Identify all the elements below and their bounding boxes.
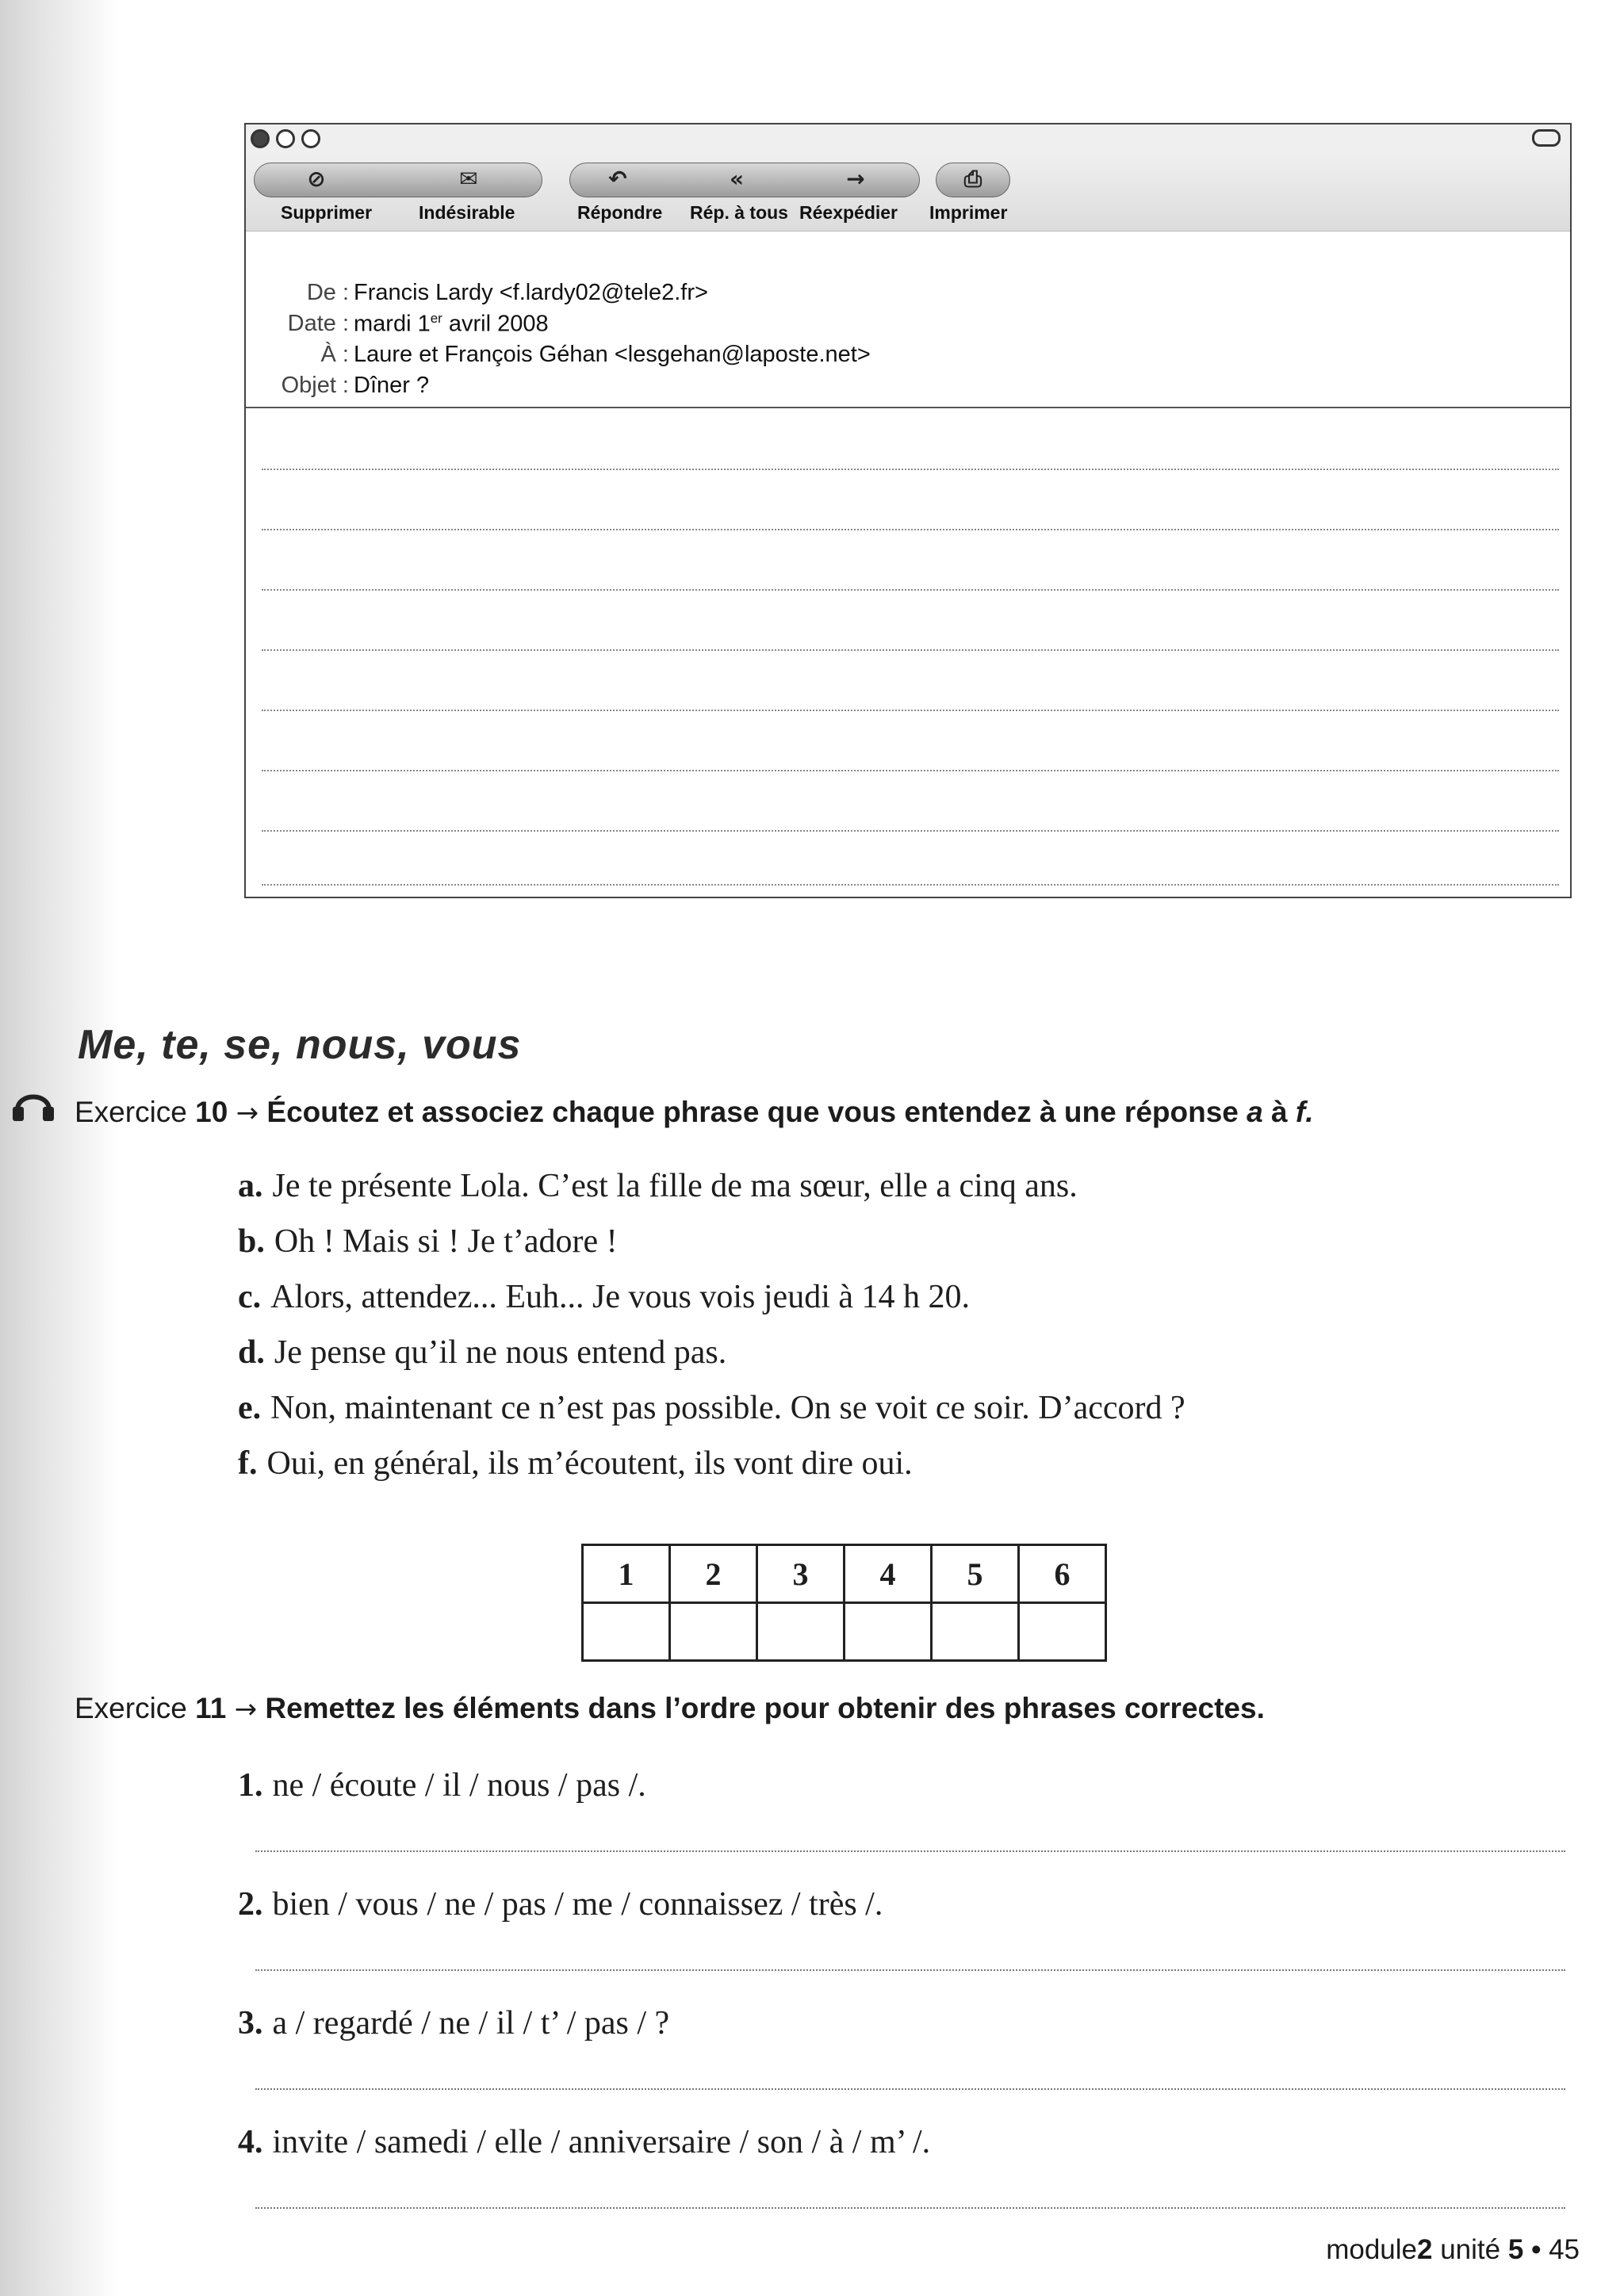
list-item: 4. invite / samedi / elle / anniversaire / son / à / m’ /.	[238, 2124, 931, 2160]
minimize-window-icon[interactable]	[276, 129, 295, 148]
headphones-icon	[11, 1086, 56, 1123]
writing-line[interactable]	[262, 710, 1559, 711]
answer-cell[interactable]	[932, 1603, 1019, 1661]
writing-line[interactable]	[262, 770, 1559, 771]
list-item: 2. bien / vous / ne / pas / me / connaissez / très /.	[238, 1886, 883, 1923]
writing-line[interactable]	[262, 589, 1559, 591]
reply-all-icon[interactable]: «	[729, 166, 745, 192]
list-item: f. Oui, en général, ils m’écoutent, ils vont dire oui.	[238, 1445, 913, 1482]
answer-line[interactable]	[255, 2088, 1565, 2090]
section-title: Me, te, se, nous, vous	[78, 1022, 522, 1068]
window-titlebar	[246, 124, 1570, 151]
subject-row	[246, 373, 690, 403]
close-window-icon[interactable]	[251, 129, 270, 148]
answer-grid-header: 1	[583, 1545, 670, 1603]
reply-icon[interactable]: ↶	[608, 166, 627, 192]
writing-line[interactable]	[262, 469, 1559, 470]
answer-cell[interactable]	[1019, 1603, 1106, 1661]
answer-cell[interactable]	[583, 1603, 670, 1661]
page-binding-shadow	[0, 0, 119, 2296]
toolbar-toggle-icon[interactable]	[1532, 129, 1561, 147]
answer-grid-header-row	[583, 1545, 1106, 1603]
from-label: De :	[306, 280, 349, 305]
from-value: Francis Lardy <f.lardy02@tele2.fr>	[354, 280, 708, 305]
answer-grid-header: 2	[670, 1545, 757, 1603]
delete-button[interactable]: Supprimer	[281, 202, 373, 223]
answer-cell[interactable]	[757, 1603, 845, 1661]
answer-grid-header: 3	[757, 1545, 845, 1603]
print-button[interactable]: Imprimer	[929, 202, 1008, 223]
from-row	[246, 280, 708, 310]
forward-button[interactable]: Réexpédier	[799, 202, 898, 223]
to-label: À :	[320, 342, 349, 367]
answer-grid-header: 5	[932, 1545, 1019, 1603]
email-toolbar	[246, 151, 1570, 232]
writing-line[interactable]	[262, 830, 1559, 832]
list-item: a. Je te présente Lola. C’est la fille de ma sœur, elle a cinq ans.	[238, 1168, 1078, 1204]
toolbar-group-reply	[569, 163, 920, 197]
page-footer: module2 unité 5 • 45	[1326, 2234, 1580, 2265]
reply-all-button[interactable]: Rép. à tous	[690, 202, 788, 223]
list-item: 1. ne / écoute / il / nous / pas /.	[238, 1767, 646, 1804]
junk-button[interactable]: Indésirable	[419, 202, 515, 223]
delete-icon[interactable]: ⊘	[307, 166, 326, 192]
print-icon[interactable]: ⎙	[963, 166, 982, 192]
answer-grid-header: 4	[845, 1545, 932, 1603]
date-value: mardi 1er avril 2008	[354, 311, 549, 337]
subject-value: Dîner ?	[354, 373, 430, 398]
answer-grid-header: 6	[1019, 1545, 1106, 1603]
toolbar-group-delete-junk	[254, 163, 542, 197]
answer-grid-input-row	[583, 1603, 1106, 1661]
list-item: c. Alors, attendez... Euh... Je vous vois jeudi à 14 h 20.	[238, 1279, 971, 1315]
junk-icon[interactable]: ✉	[459, 166, 478, 192]
to-value: Laure et François Géhan <lesgehan@laposte.net>	[354, 342, 871, 367]
subject-label: Objet :	[281, 373, 349, 398]
writing-line[interactable]	[262, 529, 1559, 530]
date-label: Date :	[287, 311, 349, 336]
reply-button[interactable]: Répondre	[577, 202, 663, 223]
list-item: e. Non, maintenant ce n’est pas possible. On se voit ce soir. D’accord ?	[238, 1390, 1185, 1426]
exercise-11-heading: Exercice 11 → Remettez les éléments dans l’ordre pour obtenir des phrases correctes.	[75, 1692, 1265, 1725]
writing-line[interactable]	[262, 649, 1559, 651]
answer-grid	[581, 1544, 1107, 1662]
page-number: 45	[1549, 2234, 1580, 2265]
arrow-right-icon: →	[236, 1097, 259, 1129]
answer-line[interactable]	[255, 1850, 1565, 1852]
list-item: b. Oh ! Mais si ! Je t’adore !	[238, 1223, 618, 1260]
list-item: d. Je pense qu’il ne nous entend pas.	[238, 1334, 727, 1371]
zoom-window-icon[interactable]	[301, 129, 320, 148]
forward-icon[interactable]: →	[846, 166, 865, 192]
answer-line[interactable]	[255, 2207, 1565, 2209]
answer-cell[interactable]	[845, 1603, 932, 1661]
exercise-10-heading: Exercice 10 → Écoutez et associez chaque phrase que vous entendez à une réponse a à f.	[75, 1096, 1314, 1129]
email-window	[244, 123, 1572, 898]
header-separator	[246, 407, 1570, 408]
writing-line[interactable]	[262, 884, 1559, 886]
answer-cell[interactable]	[670, 1603, 757, 1661]
arrow-right-icon: →	[234, 1693, 258, 1725]
date-row	[246, 311, 690, 341]
to-row	[246, 342, 871, 372]
list-item: 3. a / regardé / ne / il / t’ / pas / ?	[238, 2005, 670, 2042]
toolbar-group-print	[936, 163, 1010, 197]
answer-line[interactable]	[255, 1969, 1565, 1971]
